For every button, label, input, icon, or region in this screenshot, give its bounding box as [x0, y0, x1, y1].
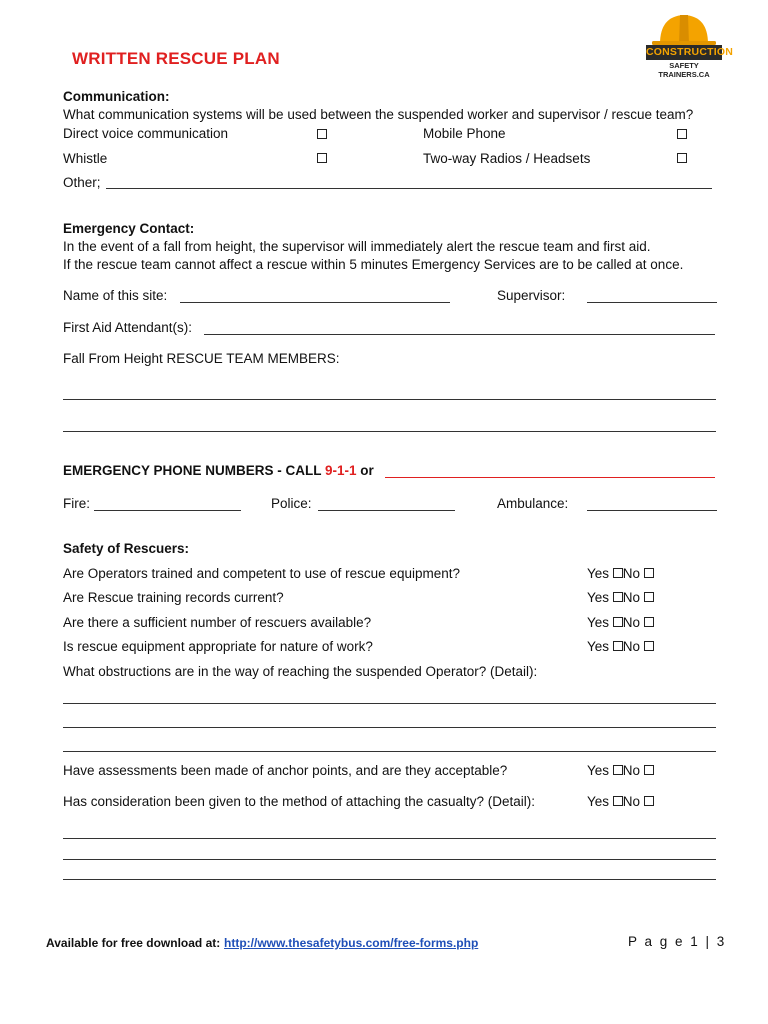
no-label: No [622, 566, 641, 581]
ambulance-label: Ambulance: [497, 496, 569, 511]
safety-question-3: Are there a sufficient number of rescuers available? [63, 615, 372, 630]
no-label: No [622, 639, 641, 654]
checkbox-mobile-phone[interactable] [677, 129, 687, 139]
supervisor-field[interactable] [587, 302, 717, 303]
page-title: WRITTEN RESCUE PLAN [72, 49, 280, 68]
rescue-team-field-2[interactable] [63, 431, 716, 432]
no-checkbox-2[interactable] [644, 592, 654, 602]
yes-label: Yes [587, 615, 610, 630]
obstructions-field-2[interactable] [63, 727, 716, 728]
attaching-field-1[interactable] [63, 838, 716, 839]
obstructions-field-3[interactable] [63, 751, 716, 752]
yes-no-2 [587, 590, 654, 605]
yes-label: Yes [587, 763, 610, 778]
download-link[interactable]: http://www.thesafetybus.com/free-forms.php [224, 936, 479, 950]
no-checkbox-3[interactable] [644, 617, 654, 627]
no-label: No [622, 794, 641, 809]
attaching-field-3[interactable] [63, 879, 716, 880]
no-checkbox-attaching[interactable] [644, 796, 654, 806]
no-label: No [622, 615, 641, 630]
logo-subtitle: SAFETY TRAINERS.CA [658, 61, 710, 79]
phone-heading-prefix: EMERGENCY PHONE NUMBERS - CALL [63, 463, 326, 478]
obstructions-question: What obstructions are in the way of reaching the suspended Operator? (Detail): [63, 664, 538, 679]
yes-checkbox-1[interactable] [613, 568, 623, 578]
yes-no-attaching [587, 794, 654, 809]
supervisor-label: Supervisor: [497, 288, 566, 303]
checkbox-two-way-radios[interactable] [677, 153, 687, 163]
no-label: No [622, 763, 641, 778]
communication-question: What communication systems will be used between the suspended worker and supervisor / rescue team? [63, 107, 694, 122]
yes-label: Yes [587, 794, 610, 809]
attaching-field-2[interactable] [63, 859, 716, 860]
phone-heading-suffix: or [356, 463, 374, 478]
hard-hat-icon [646, 12, 722, 46]
emergency-contact-line2: If the rescue team cannot affect a rescue within 5 minutes Emergency Services are to be called at once. [63, 257, 684, 272]
ambulance-field[interactable] [587, 510, 717, 511]
yes-label: Yes [587, 566, 610, 581]
yes-no-anchor [587, 763, 654, 778]
fire-label: Fire: [63, 496, 90, 511]
safety-question-2: Are Rescue training records current? [63, 590, 284, 605]
fire-field[interactable] [94, 510, 241, 511]
first-aid-field[interactable] [204, 334, 715, 335]
yes-checkbox-2[interactable] [613, 592, 623, 602]
yes-checkbox-4[interactable] [613, 641, 623, 651]
yes-checkbox-anchor[interactable] [613, 765, 623, 775]
police-label: Police: [271, 496, 312, 511]
alt-phone-field[interactable] [385, 477, 715, 478]
checkbox-whistle[interactable] [317, 153, 327, 163]
emergency-contact-line1: In the event of a fall from height, the supervisor will immediately alert the rescue team and first aid. [63, 239, 651, 254]
yes-checkbox-3[interactable] [613, 617, 623, 627]
yes-checkbox-attaching[interactable] [613, 796, 623, 806]
yes-no-3 [587, 615, 654, 630]
first-aid-label: First Aid Attendant(s): [63, 320, 193, 335]
other-label: Other; [63, 175, 101, 190]
communication-heading: Communication: [63, 89, 170, 104]
rescue-team-field-1[interactable] [63, 399, 716, 400]
safety-question-4: Is rescue equipment appropriate for nature of work? [63, 639, 373, 654]
yes-no-4 [587, 639, 654, 654]
logo-wordmark: CONSTRUCTION [646, 46, 733, 58]
option-mobile-phone: Mobile Phone [423, 126, 506, 141]
no-checkbox-4[interactable] [644, 641, 654, 651]
footer-label: Available for free download at: [46, 936, 221, 950]
no-label: No [622, 590, 641, 605]
footer [46, 935, 478, 950]
option-direct-voice: Direct voice communication [63, 126, 229, 141]
other-field[interactable] [106, 188, 712, 189]
attaching-question: Has consideration been given to the method of attaching the casualty? (Detail): [63, 794, 536, 809]
yes-label: Yes [587, 590, 610, 605]
emergency-number: 9-1-1 [325, 463, 357, 478]
site-name-label: Name of this site: [63, 288, 168, 303]
option-two-way-radios: Two-way Radios / Headsets [423, 151, 591, 166]
yes-no-1 [587, 566, 654, 581]
phone-numbers-heading [63, 463, 374, 478]
checkbox-direct-voice[interactable] [317, 129, 327, 139]
company-logo [646, 12, 733, 79]
yes-label: Yes [587, 639, 610, 654]
anchor-question: Have assessments been made of anchor points, and are they acceptable? [63, 763, 508, 778]
safety-question-1: Are Operators trained and competent to use of rescue equipment? [63, 566, 460, 581]
no-checkbox-anchor[interactable] [644, 765, 654, 775]
option-whistle: Whistle [63, 151, 108, 166]
page-number: P a g e 1 | 3 [628, 934, 727, 949]
emergency-contact-heading: Emergency Contact: [63, 221, 195, 236]
safety-heading: Safety of Rescuers: [63, 541, 190, 556]
site-name-field[interactable] [180, 302, 450, 303]
police-field[interactable] [318, 510, 455, 511]
no-checkbox-1[interactable] [644, 568, 654, 578]
rescue-team-label: Fall From Height RESCUE TEAM MEMBERS: [63, 351, 340, 366]
obstructions-field-1[interactable] [63, 703, 716, 704]
